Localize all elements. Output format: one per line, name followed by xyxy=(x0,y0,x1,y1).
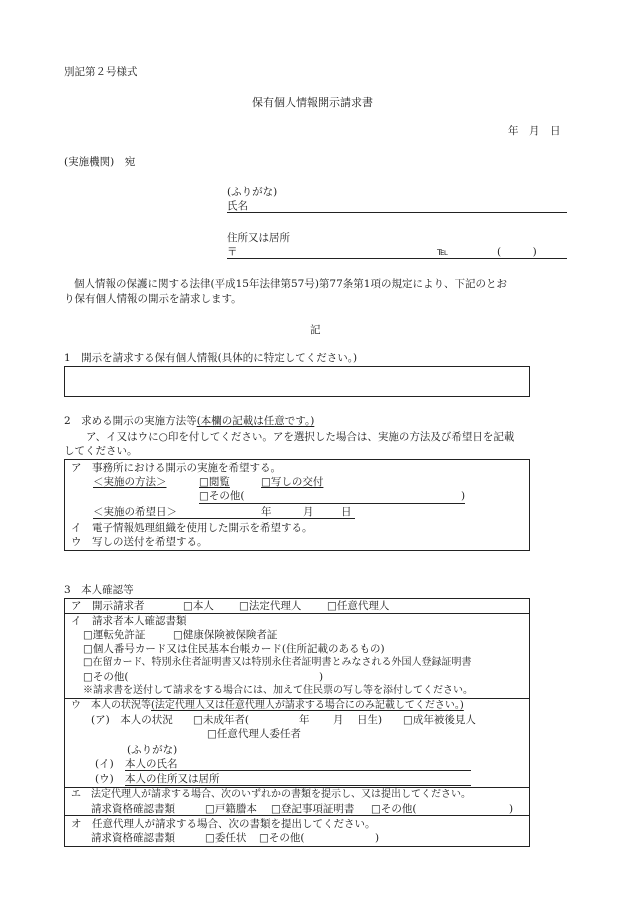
voluntary-agent-other-close: ) xyxy=(375,832,380,844)
date-line: 年 月 日 xyxy=(508,125,561,137)
principal-furigana-label: (ふりがな) xyxy=(127,744,178,756)
id-other-close: ) xyxy=(319,671,324,683)
minor-year: 年 xyxy=(299,714,310,726)
requester-self-checkbox[interactable]: □本人 xyxy=(183,600,214,612)
date-year: 年 xyxy=(261,506,272,518)
legal-agent-doc-type-label: 請求資格確認書類 xyxy=(91,803,175,815)
intro-line-1: 個人情報の保護に関する法律(平成15年法律第57号)第77条第1項の規定により、下記のとお xyxy=(74,278,507,290)
section3-table xyxy=(64,598,530,816)
legal-agent-docs-label: エ 法定代理人が請求する場合、次のいずれかの書類を提示し、又は提出してください。 xyxy=(71,789,471,800)
method-other-checkbox[interactable]: □その他( xyxy=(199,490,245,502)
principal-address-label: 本人の住所又は居所 xyxy=(125,773,220,785)
option-i-electronic[interactable]: イ 電子情報処理組織を使用した開示を希望する。 xyxy=(71,522,313,534)
row-divider xyxy=(65,613,529,614)
section2-heading-text: 2 求める開示の実施方法等 xyxy=(64,415,197,427)
row-divider xyxy=(65,698,529,699)
name-label: 氏名 xyxy=(227,200,248,212)
my-number-card-checkbox[interactable]: □個人番号カード又は住民基本台帳カード(住所記載のあるもの) xyxy=(83,643,385,655)
id-other-checkbox[interactable]: □その他( xyxy=(83,671,129,683)
method-view-checkbox[interactable]: □閲覧 xyxy=(199,476,230,488)
row-divider xyxy=(65,787,529,788)
residence-card-checkbox[interactable]: □在留カード、特別永住者証明書又は特別永住者証明書とみなされる外国人登録証明書 xyxy=(83,657,472,668)
section2-box xyxy=(64,459,530,551)
health-insurance-checkbox[interactable]: □健康保険被保険者証 xyxy=(173,629,278,641)
address-field-line[interactable] xyxy=(227,258,567,259)
drivers-license-checkbox[interactable]: □運転免許証 xyxy=(83,629,146,641)
minor-checkbox[interactable]: □未成年者( xyxy=(193,714,250,726)
adult-ward-checkbox[interactable]: □成年被後見人 xyxy=(403,714,476,726)
method-copy-checkbox[interactable]: □写しの交付 xyxy=(261,476,324,488)
registry-cert-checkbox[interactable]: □登記事項証明書 xyxy=(271,803,355,815)
minor-birth: 日生) xyxy=(357,714,383,726)
date-label: ＜実施の希望日＞ xyxy=(93,506,177,518)
section1-input-box[interactable] xyxy=(64,366,530,397)
method-other-line xyxy=(199,503,465,504)
method-other-close: ) xyxy=(461,490,466,502)
section1-heading: 1 開示を請求する保有個人情報(具体的に特定してください。) xyxy=(64,352,358,364)
ki-mark: 記 xyxy=(310,324,321,336)
principal-address-marker: (ウ) xyxy=(95,773,114,785)
tel-parens: ( ) xyxy=(497,246,537,258)
requester-voluntary-agent-checkbox[interactable]: □任意代理人 xyxy=(327,600,390,612)
section2-instruction-2: してください。 xyxy=(64,445,138,457)
form-number: 別記第２号様式 xyxy=(64,66,138,78)
option-a-office[interactable]: ア 事務所における開示の実施を希望する。 xyxy=(71,462,281,474)
section3-heading: 3 本人確認等 xyxy=(64,584,134,596)
date-day: 日 xyxy=(341,506,352,518)
voluntary-agent-doc-type-label: 請求資格確認書類 xyxy=(91,832,175,844)
section2-heading-note: (本欄の記載は任意です。) xyxy=(196,415,315,427)
furigana-label: (ふりがな) xyxy=(227,186,278,198)
principal-name-marker: (イ) xyxy=(95,758,114,770)
legal-agent-other-checkbox[interactable]: □その他( xyxy=(371,803,417,815)
intro-line-2: り保有個人情報の開示を請求します。 xyxy=(64,293,242,305)
power-of-attorney-checkbox[interactable]: □委任状 xyxy=(205,832,247,844)
principal-status-label xyxy=(71,700,464,712)
date-line-underline xyxy=(93,518,355,519)
option-u-mail[interactable]: ウ 写しの送付を希望する。 xyxy=(71,536,208,548)
minor-month: 月 xyxy=(333,714,344,726)
tel-mark: ℡ xyxy=(437,246,449,258)
postal-mark: 〒 xyxy=(227,246,238,258)
voluntary-agent-docs-label: オ 任意代理人が請求する場合、次の書類を提出してください。 xyxy=(71,818,376,830)
address-label: 住所又は居所 xyxy=(227,232,290,244)
recipient-label: (実施機関) 宛 xyxy=(64,156,136,168)
principal-address-line[interactable] xyxy=(125,785,471,786)
principal-status-text: ウ 本人の状況等 xyxy=(71,700,151,711)
voluntary-agent-box xyxy=(64,815,530,847)
family-register-checkbox[interactable]: □戸籍謄本 xyxy=(205,803,257,815)
section2-heading xyxy=(64,415,314,427)
mail-note: ※請求書を送付して請求をする場合には、加えて住民票の写し等を添付してください。 xyxy=(83,685,473,696)
section2-instruction-1: ア、イ又はウに○印を付してください。アを選択した場合は、実施の方法及び希望日を記載 xyxy=(86,431,515,443)
requester-legal-agent-checkbox[interactable]: □法定代理人 xyxy=(239,600,302,612)
principal-name-line[interactable] xyxy=(125,770,471,771)
method-label: ＜実施の方法＞ xyxy=(93,476,167,488)
principal-name-label: 本人の氏名 xyxy=(125,758,178,770)
name-field-line[interactable] xyxy=(227,212,567,213)
form-title: 保有個人情報開示請求書 xyxy=(252,96,373,109)
voluntary-agent-other-checkbox[interactable]: □その他( xyxy=(259,832,305,844)
legal-agent-other-close: ) xyxy=(509,803,514,815)
voluntary-principal-checkbox[interactable]: □任意代理人委任者 xyxy=(207,728,301,740)
principal-status-sub-label: (ア) 本人の状況 xyxy=(91,714,173,726)
id-docs-label: イ 請求者本人確認書類 xyxy=(71,615,187,627)
principal-status-note: (法定代理人又は任意代理人が請求する場合にのみ記載してください。) xyxy=(151,700,464,711)
requester-type-label: ア 開示請求者 xyxy=(71,600,145,612)
date-month: 月 xyxy=(303,506,314,518)
